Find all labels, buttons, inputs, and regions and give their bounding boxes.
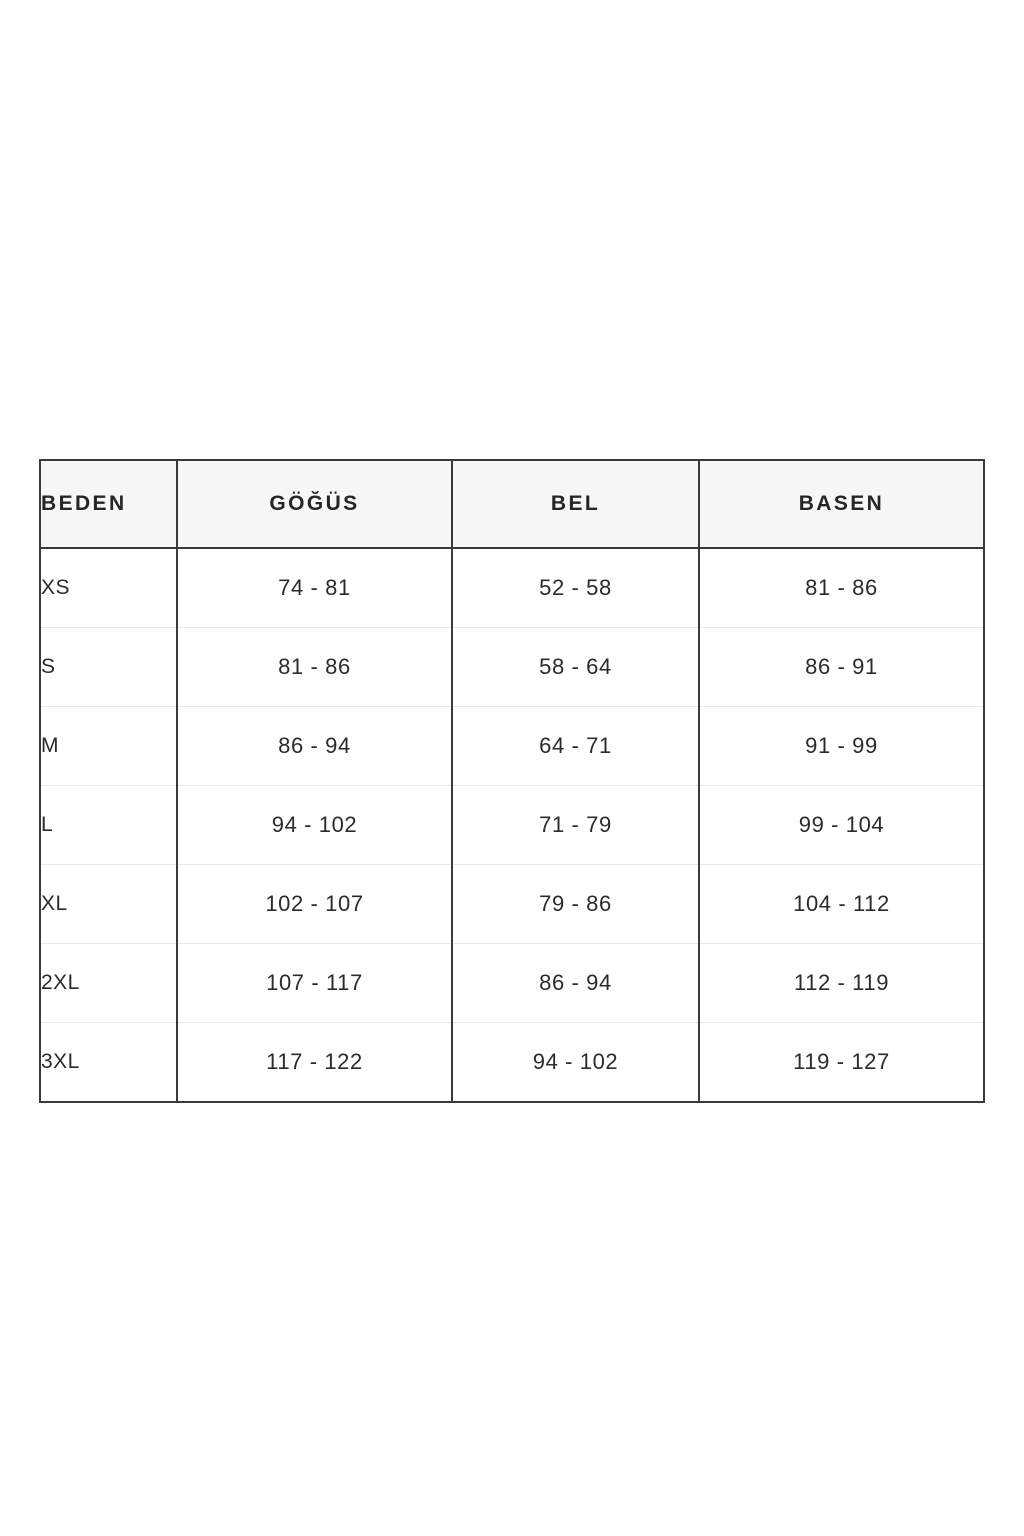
cell-gogus: 74 - 81 <box>177 548 452 628</box>
cell-beden: 2XL <box>40 944 177 1023</box>
cell-gogus: 107 - 117 <box>177 944 452 1023</box>
cell-beden: L <box>40 786 177 865</box>
cell-bel: 79 - 86 <box>452 865 699 944</box>
cell-bel: 52 - 58 <box>452 548 699 628</box>
cell-beden: S <box>40 628 177 707</box>
size-chart-container <box>39 459 985 1103</box>
cell-basen: 112 - 119 <box>699 944 984 1023</box>
column-header-basen: BASEN <box>699 460 984 548</box>
column-header-beden: BEDEN <box>40 460 177 548</box>
cell-basen: 86 - 91 <box>699 628 984 707</box>
cell-bel: 64 - 71 <box>452 707 699 786</box>
table-row <box>40 707 984 786</box>
column-header-gogus: GÖĞÜS <box>177 460 452 548</box>
cell-basen: 99 - 104 <box>699 786 984 865</box>
cell-beden: 3XL <box>40 1023 177 1103</box>
table-row <box>40 548 984 628</box>
cell-basen: 104 - 112 <box>699 865 984 944</box>
cell-bel: 86 - 94 <box>452 944 699 1023</box>
table-row <box>40 865 984 944</box>
cell-beden: M <box>40 707 177 786</box>
cell-bel: 94 - 102 <box>452 1023 699 1103</box>
table-row <box>40 1023 984 1103</box>
cell-basen: 81 - 86 <box>699 548 984 628</box>
table-header <box>40 460 984 548</box>
cell-beden: XL <box>40 865 177 944</box>
cell-gogus: 117 - 122 <box>177 1023 452 1103</box>
table-row <box>40 628 984 707</box>
cell-beden: XS <box>40 548 177 628</box>
table-header-row <box>40 460 984 548</box>
table-row <box>40 786 984 865</box>
table-body <box>40 548 984 1102</box>
size-chart-table <box>39 459 985 1103</box>
cell-basen: 91 - 99 <box>699 707 984 786</box>
cell-bel: 71 - 79 <box>452 786 699 865</box>
cell-basen: 119 - 127 <box>793 1049 890 1074</box>
column-header-bel: BEL <box>452 460 699 548</box>
cell-bel: 58 - 64 <box>452 628 699 707</box>
cell-gogus: 94 - 102 <box>177 786 452 865</box>
cell-gogus: 102 - 107 <box>177 865 452 944</box>
table-row <box>40 944 984 1023</box>
cell-gogus: 81 - 86 <box>177 628 452 707</box>
cell-gogus: 86 - 94 <box>177 707 452 786</box>
